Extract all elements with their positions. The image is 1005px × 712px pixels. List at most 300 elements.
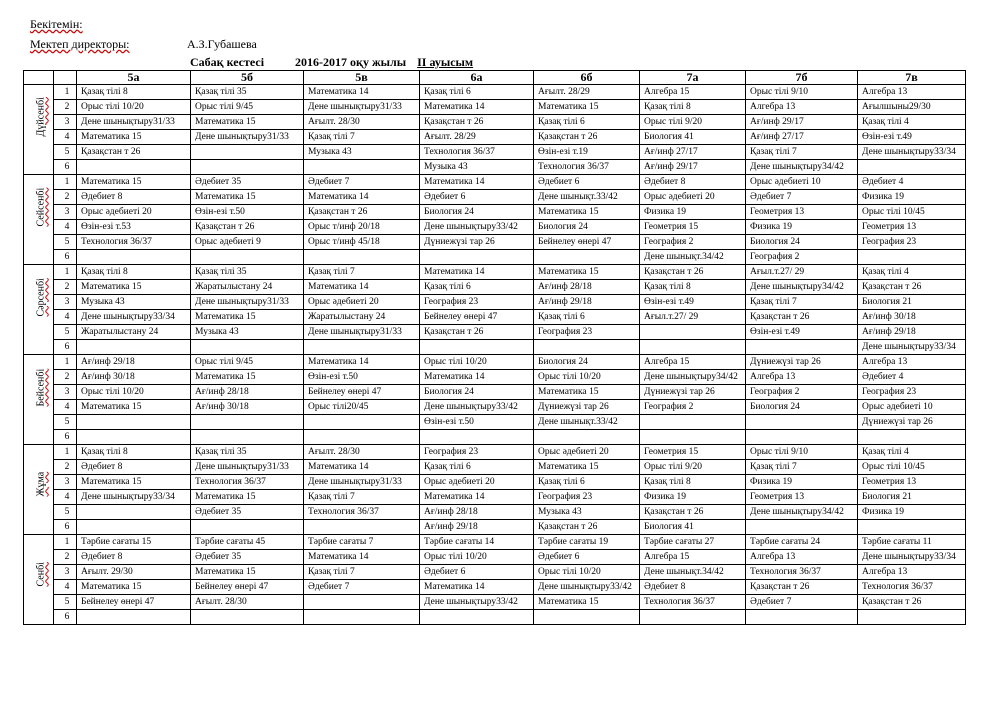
lesson-cell: Математика 15 xyxy=(77,280,191,295)
lesson-cell: Дене шынықтыру33/34 xyxy=(858,550,966,565)
lesson-cell: География 2 xyxy=(640,400,746,415)
lesson-cell: Орыс тілі 10/45 xyxy=(858,460,966,475)
day-label: Дүйсенбі xyxy=(35,97,46,137)
lesson-number: 5 xyxy=(54,415,77,430)
lesson-cell: Тәрбие сағаты 27 xyxy=(640,535,746,550)
lesson-cell xyxy=(420,250,534,265)
table-row xyxy=(24,595,966,610)
lesson-cell: Математика 15 xyxy=(534,595,640,610)
lesson-cell: География 23 xyxy=(858,385,966,400)
lesson-cell: География 23 xyxy=(420,445,534,460)
lesson-cell xyxy=(77,160,191,175)
lesson-cell: Қазақстан т 26 xyxy=(746,580,858,595)
lesson-number: 6 xyxy=(54,430,77,445)
lesson-cell xyxy=(191,340,304,355)
lesson-cell: Ағ/инф 29/17 xyxy=(746,115,858,130)
lesson-cell: Биология 24 xyxy=(746,235,858,250)
lesson-cell: Технология 36/37 xyxy=(858,580,966,595)
lesson-cell: Математика 15 xyxy=(191,190,304,205)
lesson-cell: Математика 15 xyxy=(191,370,304,385)
lesson-cell: Дене шынықтыру34/42 xyxy=(746,505,858,520)
lesson-cell: Қазақ тілі 8 xyxy=(77,265,191,280)
lesson-cell xyxy=(746,520,858,535)
lesson-cell: Қазақ тілі 7 xyxy=(304,490,420,505)
director-name: А.З.Губашева xyxy=(187,37,257,51)
lesson-cell: Дене шынықтыру33/42 xyxy=(420,400,534,415)
lesson-cell: Әдебиет 35 xyxy=(191,550,304,565)
lesson-cell: Биология 24 xyxy=(746,400,858,415)
lesson-cell: Физика 19 xyxy=(640,205,746,220)
lesson-cell: Орыс тілі 9/10 xyxy=(746,445,858,460)
lesson-number: 1 xyxy=(54,445,77,460)
lesson-cell: Қазақ тілі 35 xyxy=(191,85,304,100)
lesson-number: 1 xyxy=(54,535,77,550)
day-cell xyxy=(24,175,54,265)
lesson-cell: Геометрия 15 xyxy=(640,445,746,460)
lesson-cell: География 23 xyxy=(534,325,640,340)
lesson-cell: Ағ/инф 28/18 xyxy=(534,280,640,295)
lesson-cell: Қазақстан т 26 xyxy=(640,265,746,280)
lesson-cell xyxy=(534,250,640,265)
lesson-cell xyxy=(191,250,304,265)
lesson-cell: Қазақ тілі 35 xyxy=(191,265,304,280)
lesson-cell: Дене шынықтыру34/42 xyxy=(746,160,858,175)
lesson-cell xyxy=(77,415,191,430)
lesson-cell: География 23 xyxy=(420,295,534,310)
lesson-cell: Қазақстан т 26 xyxy=(534,130,640,145)
lesson-cell: Тәрбие сағаты 14 xyxy=(420,535,534,550)
lesson-cell: Геометрия 13 xyxy=(746,490,858,505)
lesson-cell xyxy=(746,430,858,445)
corner-cell xyxy=(24,71,54,85)
lesson-cell: Қазақ тілі 6 xyxy=(534,475,640,490)
lesson-cell: Әдебиет 4 xyxy=(858,175,966,190)
lesson-cell: Қазақстан т 26 xyxy=(858,280,966,295)
lesson-cell: Қазақ тілі 7 xyxy=(746,295,858,310)
class-header-2: 5в xyxy=(304,71,420,85)
lesson-cell: Өзін-езі т.49 xyxy=(640,295,746,310)
lesson-cell: Қазақстан т 26 xyxy=(191,220,304,235)
lesson-cell: Дене шынықтыру31/33 xyxy=(304,325,420,340)
lesson-cell: Технология 36/37 xyxy=(746,565,858,580)
lesson-number: 4 xyxy=(54,310,77,325)
table-row xyxy=(24,280,966,295)
lesson-cell: Өзін-езі т.49 xyxy=(858,130,966,145)
lesson-cell: Алгебра 13 xyxy=(746,370,858,385)
table-row xyxy=(24,205,966,220)
day-label: Бейсенбі xyxy=(35,368,46,407)
lesson-cell: Бейнелеу өнері 47 xyxy=(77,595,191,610)
lesson-cell: Орыс әдебиеті 20 xyxy=(77,205,191,220)
table-row xyxy=(24,220,966,235)
lesson-cell: Өзін-езі т.19 xyxy=(534,145,640,160)
lesson-cell: Әдебиет 8 xyxy=(640,175,746,190)
lesson-number: 6 xyxy=(54,160,77,175)
lesson-cell: Әдебиет 7 xyxy=(304,580,420,595)
lesson-cell: Математика 14 xyxy=(304,190,420,205)
schedule-title-line xyxy=(190,55,501,70)
table-row xyxy=(24,610,966,625)
lesson-cell xyxy=(858,250,966,265)
lesson-cell: Математика 14 xyxy=(420,370,534,385)
day-cell xyxy=(24,265,54,355)
lesson-cell: Биология 24 xyxy=(420,385,534,400)
lesson-number: 4 xyxy=(54,490,77,505)
lesson-cell: Биология 24 xyxy=(534,355,640,370)
lesson-cell: Орыс тілі 10/45 xyxy=(858,205,966,220)
lesson-cell: География 23 xyxy=(858,235,966,250)
lesson-cell: Өзін-езі т.53 xyxy=(77,220,191,235)
table-row xyxy=(24,310,966,325)
lesson-cell: Математика 15 xyxy=(534,100,640,115)
lesson-cell xyxy=(77,430,191,445)
class-header-0: 5а xyxy=(77,71,191,85)
lesson-cell: Дене шынықт.34/42 xyxy=(640,250,746,265)
lesson-cell: Дене шынықтыру31/33 xyxy=(191,295,304,310)
lesson-cell: Өзін-езі т.50 xyxy=(304,370,420,385)
lesson-cell xyxy=(640,430,746,445)
lesson-cell: Ағ/инф 28/18 xyxy=(420,505,534,520)
lesson-number: 1 xyxy=(54,85,77,100)
class-header-5: 7а xyxy=(640,71,746,85)
lesson-cell: Орыс т/инф 20/18 xyxy=(304,220,420,235)
lesson-cell: Математика 15 xyxy=(191,115,304,130)
lesson-cell: Қазақстан т 26 xyxy=(420,115,534,130)
lesson-cell: Геометрия 13 xyxy=(858,220,966,235)
lesson-cell: Бейнелеу өнері 47 xyxy=(420,310,534,325)
lesson-cell: Әдебиет 8 xyxy=(77,190,191,205)
lesson-cell: Математика 14 xyxy=(304,355,420,370)
lesson-number: 6 xyxy=(54,340,77,355)
lesson-cell: Математика 15 xyxy=(77,130,191,145)
table-row xyxy=(24,580,966,595)
lesson-cell xyxy=(191,160,304,175)
lesson-cell: Биология 21 xyxy=(858,295,966,310)
lesson-cell: Орыс тілі 10/20 xyxy=(534,370,640,385)
lesson-cell: Қазақ тілі 6 xyxy=(420,460,534,475)
lesson-number: 2 xyxy=(54,190,77,205)
lesson-cell: Орыс тілі 9/20 xyxy=(640,460,746,475)
lesson-cell: Дене шынықтыру31/33 xyxy=(191,130,304,145)
lesson-cell: Қазақ тілі 8 xyxy=(640,475,746,490)
lesson-cell: Бейнелеу өнері 47 xyxy=(304,385,420,400)
day-label: Сейсенбі xyxy=(35,187,46,227)
lesson-cell: Математика 14 xyxy=(420,100,534,115)
lesson-cell xyxy=(420,340,534,355)
lesson-cell: Геометрия 13 xyxy=(746,205,858,220)
lesson-number: 3 xyxy=(54,565,77,580)
lesson-number: 3 xyxy=(54,205,77,220)
lesson-number: 6 xyxy=(54,610,77,625)
lesson-number: 4 xyxy=(54,580,77,595)
lesson-cell: Математика 15 xyxy=(77,400,191,415)
lesson-cell: Математика 14 xyxy=(420,175,534,190)
lesson-cell: Математика 15 xyxy=(77,475,191,490)
lesson-cell: Орыс тілі 9/45 xyxy=(191,355,304,370)
lesson-cell: Математика 15 xyxy=(534,205,640,220)
lesson-cell: Математика 15 xyxy=(77,580,191,595)
lesson-cell: Математика 15 xyxy=(191,565,304,580)
lesson-number: 3 xyxy=(54,295,77,310)
lesson-cell: Ағ/инф 29/18 xyxy=(534,295,640,310)
lesson-cell xyxy=(191,415,304,430)
table-row xyxy=(24,535,966,550)
lesson-cell: Геометрия 15 xyxy=(640,220,746,235)
lesson-number: 6 xyxy=(54,520,77,535)
lesson-cell xyxy=(858,520,966,535)
lesson-cell: Орыс тілі 9/10 xyxy=(746,85,858,100)
table-row xyxy=(24,475,966,490)
day-label: Сенбі xyxy=(35,562,46,587)
lesson-cell: Математика 15 xyxy=(534,265,640,280)
lesson-cell: Әдебиет 7 xyxy=(304,175,420,190)
lesson-cell: Алгебра 15 xyxy=(640,550,746,565)
table-row xyxy=(24,370,966,385)
lesson-cell: Орыс әдебиеті 20 xyxy=(304,295,420,310)
lesson-cell: Дене шынықтыру33/34 xyxy=(77,310,191,325)
lesson-cell xyxy=(534,340,640,355)
lesson-cell: Математика 15 xyxy=(77,175,191,190)
lesson-cell: Қазақ тілі 6 xyxy=(420,85,534,100)
lesson-cell: Орыс әдебиеті 9 xyxy=(191,235,304,250)
lesson-cell: Технология 36/37 xyxy=(534,160,640,175)
lesson-cell: Қазақ тілі 6 xyxy=(534,310,640,325)
lesson-cell: Өзін-езі т.50 xyxy=(420,415,534,430)
day-cell xyxy=(24,85,54,175)
lesson-cell: Орыс тілі 10/20 xyxy=(77,100,191,115)
lesson-number: 4 xyxy=(54,400,77,415)
lesson-cell: Геометрия 13 xyxy=(858,475,966,490)
lesson-cell: Орыс тілі 10/20 xyxy=(420,355,534,370)
lesson-cell xyxy=(304,160,420,175)
lesson-number: 5 xyxy=(54,505,77,520)
lesson-number: 5 xyxy=(54,145,77,160)
table-row xyxy=(24,85,966,100)
lesson-cell: Тәрбие сағаты 15 xyxy=(77,535,191,550)
lesson-cell: Ағылт. 28/30 xyxy=(191,595,304,610)
lesson-cell: Әдебиет 7 xyxy=(746,595,858,610)
lesson-cell: Математика 14 xyxy=(304,550,420,565)
lesson-cell: Дүниежүзі тар 26 xyxy=(858,415,966,430)
academic-year: 2016-2017 оқу жылы xyxy=(295,55,407,69)
lesson-cell: Әдебиет 8 xyxy=(77,550,191,565)
lesson-cell: Дене шынықтыру33/34 xyxy=(858,145,966,160)
lesson-cell xyxy=(640,610,746,625)
lesson-cell: Орыс тілі20/45 xyxy=(304,400,420,415)
lesson-cell: Әдебиет 6 xyxy=(420,190,534,205)
lesson-cell xyxy=(191,520,304,535)
table-row xyxy=(24,550,966,565)
lesson-cell: Қазақ тілі 4 xyxy=(858,265,966,280)
lesson-cell: Жаратылыстану 24 xyxy=(191,280,304,295)
lesson-number: 4 xyxy=(54,130,77,145)
class-header-7: 7в xyxy=(858,71,966,85)
lesson-cell: Технология 36/37 xyxy=(420,145,534,160)
lesson-cell: Алгебра 13 xyxy=(858,85,966,100)
lesson-cell: Физика 19 xyxy=(640,490,746,505)
table-row xyxy=(24,265,966,280)
lesson-cell: Дене шынықтыру31/33 xyxy=(191,460,304,475)
lesson-cell: Бейнелеу өнері 47 xyxy=(191,580,304,595)
lesson-cell xyxy=(191,145,304,160)
lesson-cell xyxy=(191,610,304,625)
lesson-cell: Әдебиет 8 xyxy=(77,460,191,475)
lesson-cell: Ағылшыны29/30 xyxy=(858,100,966,115)
lesson-cell: Дүниежүзі тар 26 xyxy=(420,235,534,250)
approve-label: Бекітемін: xyxy=(30,17,83,31)
lesson-cell: Музыка 43 xyxy=(191,325,304,340)
lesson-number: 3 xyxy=(54,385,77,400)
table-row xyxy=(24,445,966,460)
table-row xyxy=(24,565,966,580)
lesson-cell: Тәрбие сағаты 24 xyxy=(746,535,858,550)
lesson-cell: Қазақстан т 26 xyxy=(420,325,534,340)
lesson-number: 5 xyxy=(54,595,77,610)
lesson-cell: Орыс тілі 10/20 xyxy=(534,565,640,580)
lesson-cell xyxy=(420,430,534,445)
lesson-cell: Жаратылыстану 24 xyxy=(77,325,191,340)
table-row xyxy=(24,160,966,175)
day-cell xyxy=(24,535,54,625)
lesson-cell: Қазақ тілі 4 xyxy=(858,115,966,130)
lesson-number: 1 xyxy=(54,265,77,280)
lesson-cell: Орыс тілі 10/20 xyxy=(77,385,191,400)
lesson-cell xyxy=(640,325,746,340)
lesson-number: 2 xyxy=(54,280,77,295)
class-header-3: 6а xyxy=(420,71,534,85)
lesson-cell: Дене шынықтыру34/42 xyxy=(746,280,858,295)
table-row xyxy=(24,295,966,310)
lesson-cell: Қазақ тілі 35 xyxy=(191,445,304,460)
lesson-cell: Ағылт. 29/30 xyxy=(77,565,191,580)
lesson-cell: Қазақ тілі 8 xyxy=(640,280,746,295)
class-header-6: 7б xyxy=(746,71,858,85)
lesson-cell: Өзін-езі т.49 xyxy=(746,325,858,340)
lesson-cell: Биология 41 xyxy=(640,520,746,535)
lesson-cell: Қазақ тілі 7 xyxy=(304,265,420,280)
lesson-cell xyxy=(304,415,420,430)
semester-label: ІІ ауысым xyxy=(417,55,474,69)
class-header-row xyxy=(24,71,966,85)
lesson-cell: Ағылт. 28/30 xyxy=(304,445,420,460)
lesson-cell: Алгебра 13 xyxy=(746,550,858,565)
lesson-number: 1 xyxy=(54,355,77,370)
lesson-cell xyxy=(858,430,966,445)
lesson-number: 2 xyxy=(54,550,77,565)
lesson-cell xyxy=(304,610,420,625)
schedule-title: Сабақ кестесі xyxy=(190,55,265,69)
lesson-cell: Әдебиет 7 xyxy=(746,190,858,205)
lesson-cell: Музыка 43 xyxy=(534,505,640,520)
lesson-cell xyxy=(640,415,746,430)
lesson-cell: Физика 19 xyxy=(746,475,858,490)
table-row xyxy=(24,190,966,205)
lesson-cell: Ағ/инф 29/18 xyxy=(420,520,534,535)
lesson-cell: Математика 14 xyxy=(420,265,534,280)
lesson-cell: Математика 14 xyxy=(420,580,534,595)
lesson-cell xyxy=(534,610,640,625)
lesson-cell: Орыс тілі 10/20 xyxy=(420,550,534,565)
lesson-cell: Технология 36/37 xyxy=(77,235,191,250)
lesson-cell: Дене шынықтыру34/42 xyxy=(640,370,746,385)
lesson-number: 5 xyxy=(54,325,77,340)
lesson-cell: Ағ/инф 30/18 xyxy=(858,310,966,325)
lesson-cell xyxy=(304,430,420,445)
lesson-cell xyxy=(746,340,858,355)
lesson-cell: Орыс әдебиеті 20 xyxy=(640,190,746,205)
lesson-cell: Технология 36/37 xyxy=(191,475,304,490)
lesson-cell: Қазақстан т 26 xyxy=(304,205,420,220)
lesson-cell: Орыс әдебиеті 10 xyxy=(858,400,966,415)
table-row xyxy=(24,430,966,445)
lesson-cell: Дене шынықтыру33/42 xyxy=(420,595,534,610)
lesson-cell: Ағ/инф 28/18 xyxy=(191,385,304,400)
lesson-cell: Математика 15 xyxy=(191,490,304,505)
lesson-number: 4 xyxy=(54,220,77,235)
table-row xyxy=(24,400,966,415)
lesson-number: 2 xyxy=(54,460,77,475)
lesson-cell: Музыка 43 xyxy=(420,160,534,175)
lesson-cell: Әдебиет 6 xyxy=(420,565,534,580)
lesson-cell: Дене шынықтыру33/34 xyxy=(77,490,191,505)
lesson-cell: Математика 14 xyxy=(420,490,534,505)
table-row xyxy=(24,355,966,370)
lesson-cell: Технология 36/37 xyxy=(304,505,420,520)
table-row xyxy=(24,520,966,535)
lesson-cell xyxy=(304,250,420,265)
lesson-cell: Дене шынықтыру33/42 xyxy=(420,220,534,235)
table-row xyxy=(24,145,966,160)
lesson-cell: Ағ/инф 27/17 xyxy=(640,145,746,160)
class-header-1: 5б xyxy=(191,71,304,85)
lesson-cell: Қазақ тілі 7 xyxy=(746,145,858,160)
lesson-cell: Физика 19 xyxy=(858,190,966,205)
lesson-number: 6 xyxy=(54,250,77,265)
lesson-cell: Биология 24 xyxy=(534,220,640,235)
table-row xyxy=(24,490,966,505)
day-label: Жұма xyxy=(35,471,46,497)
lesson-cell: Дене шынықт.34/42 xyxy=(640,565,746,580)
lesson-cell: Әдебиет 4 xyxy=(858,370,966,385)
lesson-cell: Ағылт. 28/29 xyxy=(534,85,640,100)
lesson-cell: Орыс тілі 9/45 xyxy=(191,100,304,115)
lesson-cell: Биология 24 xyxy=(420,205,534,220)
corner-cell-num xyxy=(54,71,77,85)
lesson-cell: Физика 19 xyxy=(746,220,858,235)
lesson-cell: Қазақ тілі 6 xyxy=(420,280,534,295)
table-row xyxy=(24,340,966,355)
lesson-cell: Қазақ тілі 4 xyxy=(858,445,966,460)
lesson-cell: Биология 41 xyxy=(640,130,746,145)
lesson-cell: Математика 14 xyxy=(304,460,420,475)
lesson-cell: Қазақ тілі 8 xyxy=(77,85,191,100)
lesson-cell: Ағыл.т.27/ 29 xyxy=(640,310,746,325)
lesson-cell xyxy=(77,505,191,520)
lesson-cell: География 2 xyxy=(746,250,858,265)
lesson-cell xyxy=(304,595,420,610)
lesson-cell: Әдебиет 6 xyxy=(534,550,640,565)
lesson-cell: Алгебра 15 xyxy=(640,355,746,370)
lesson-cell: Жаратылыстану 24 xyxy=(304,310,420,325)
lesson-number: 3 xyxy=(54,115,77,130)
table-row xyxy=(24,175,966,190)
lesson-cell: Ағ/инф 29/18 xyxy=(77,355,191,370)
lesson-cell: Бейнелеу өнері 47 xyxy=(534,235,640,250)
lesson-cell xyxy=(858,160,966,175)
lesson-cell: Қазақстан т 26 xyxy=(77,145,191,160)
lesson-cell: Дене шынықтыру31/33 xyxy=(304,100,420,115)
table-row xyxy=(24,250,966,265)
